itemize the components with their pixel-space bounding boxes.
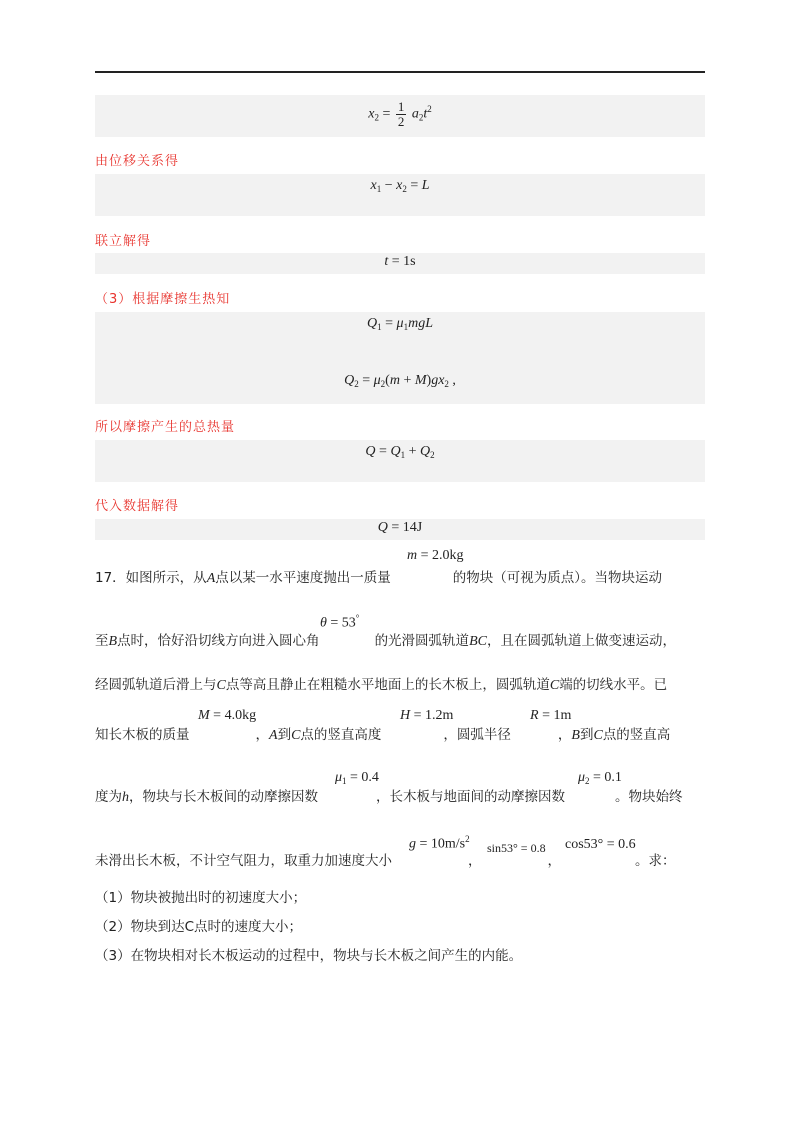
math-cos53: cos53° = 0.6 (565, 837, 636, 852)
label-total-heat: 所以摩擦产生的总热量 (95, 420, 236, 435)
math-mass-M: M = 4.0kg (198, 708, 257, 723)
header-rule (95, 71, 705, 73)
problem-line-1: 17．如图所示，从A点以某一水平速度抛出一质量 的物块（可视为质点）。当物块运动 (95, 570, 662, 586)
math-theta: θ = 53° (320, 613, 360, 631)
math-gravity-g: $g = 10m/s^2$ (409, 834, 470, 852)
math-mu2: $\mu_2 = 0.1$ (578, 770, 622, 786)
question-1: （1）物块被抛出时的初速度大小； (95, 890, 307, 906)
label-substitute: 代入数据解得 (95, 499, 180, 514)
question-2: （2）物块到达C点时的速度大小； (95, 919, 303, 935)
equation-t: t = 1s (384, 254, 416, 269)
math-mass-m: m = 2.0kg (407, 548, 464, 563)
equation-x2: $x_2$ = $\frac{1}{2}$ $a_2t^2$ (368, 99, 432, 129)
math-height-H: H = 1.2m (400, 708, 454, 723)
problem-line-3: 经圆弧轨道后滑上与C点等高且静止在粗糙水平地面上的长木板上，圆弧轨道C端的切线水平。已 (95, 677, 668, 693)
equation-x1-minus-x2: $x_1 - x_2 = L$ (370, 178, 430, 194)
equation-q2: $Q_2 = \mu_2(m + M)gx_2$ , (344, 373, 456, 389)
equation-q1: $Q_1 = \mu_1mgL$ (367, 316, 433, 332)
math-radius-R: R = 1m (530, 708, 572, 723)
label-solve: 联立解得 (95, 234, 152, 249)
label-part3: （3）根据摩擦生热知 (95, 292, 231, 307)
question-3: （3）在物块相对长木板运动的过程中，物块与长木板之间产生的内能。 (95, 948, 523, 964)
problem-line-2: 至B点时，恰好沿切线方向进入圆心角 的光滑圆弧轨道BC，且在圆弧轨道上做变速运动， (95, 633, 676, 649)
label-displacement: 由位移关系得 (95, 154, 180, 169)
math-mu1: $\mu_1 = 0.4$ (335, 770, 379, 786)
equation-q-value: Q = 14J (377, 520, 423, 535)
fraction-one-half: $\frac{1}{2}$ (397, 99, 405, 129)
problem-line-6: 未滑出长木板，不计空气阻力，取重力加速度大小 ， ， 。求： (95, 853, 676, 869)
problem-line-5: 度为h，物块与长木板间的动摩擦因数 ，长木板与地面间的动摩擦因数 。物块始终 (95, 789, 683, 805)
problem-line-4: 知长木板的质量 ，A到C点的竖直高度 ，圆弧半径 ，B到C点的竖直高 (95, 727, 671, 743)
math-sin53: sin53° = 0.8 (487, 841, 546, 855)
equation-q: $Q = Q_1 + Q_2$ (365, 444, 435, 460)
